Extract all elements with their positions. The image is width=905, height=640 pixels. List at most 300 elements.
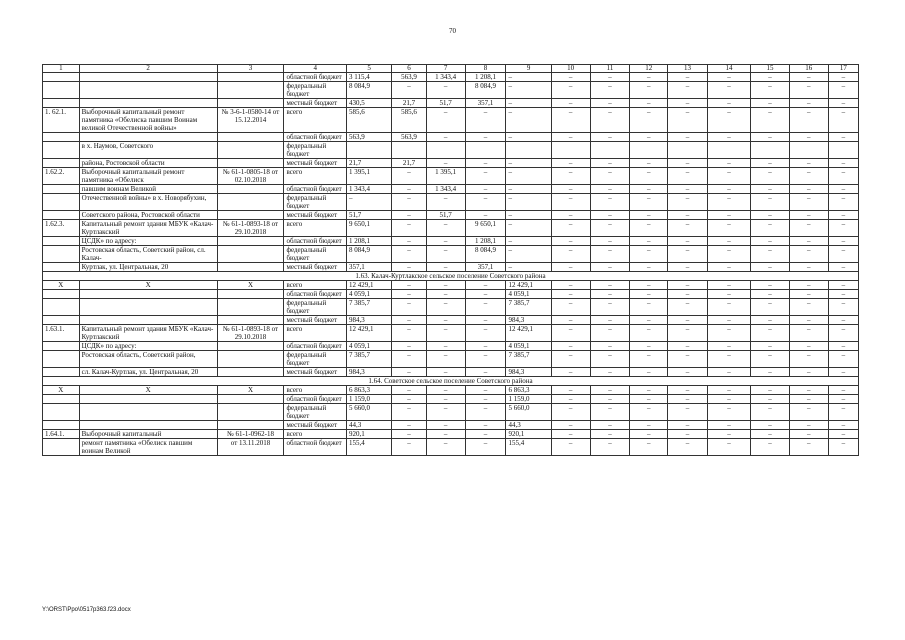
cell-c3: № 61-1-0962-18 [217, 430, 284, 439]
cell-c1 [43, 194, 80, 211]
table-row [43, 246, 859, 263]
table-row [43, 108, 859, 133]
cell-col-17: – [828, 395, 858, 404]
cell-c8: – [465, 168, 506, 185]
cell-col-16: – [789, 281, 828, 290]
cell-c3 [217, 194, 284, 211]
cell-c6: – [392, 351, 426, 368]
cell-c9: – [506, 211, 551, 220]
cell-c9: – [506, 168, 551, 185]
cell-c2 [79, 404, 217, 421]
cell-col-10: – [551, 159, 590, 168]
cell-c8: – [465, 316, 506, 325]
file-path-footer: Y:\ORST\Ppo\0517p363.f23.docx [42, 607, 131, 613]
cell-c5: 7 385,7 [346, 299, 391, 316]
cell-col-16: – [789, 386, 828, 395]
cell-col-11: – [590, 108, 630, 133]
cell-col-12: – [630, 421, 668, 430]
cell-col-16: – [789, 133, 828, 142]
cell-c8: – [465, 281, 506, 290]
cell-col-16: – [789, 237, 828, 246]
cell-col-12: – [630, 430, 668, 439]
cell-col-13: – [668, 263, 708, 272]
cell-col-10: – [551, 439, 590, 456]
cell-col-14: – [707, 368, 750, 377]
cell-col-13: – [668, 185, 708, 194]
cell-c7: – [426, 404, 465, 421]
cell-col-11: – [590, 263, 630, 272]
cell-c8: – [465, 299, 506, 316]
cell-col-13: – [668, 237, 708, 246]
cell-c1 [43, 299, 80, 316]
cell-col-16: – [789, 430, 828, 439]
cell-col-12: – [630, 263, 668, 272]
cell-col-12: – [630, 194, 668, 211]
table-row [43, 316, 859, 325]
table-row [43, 99, 859, 108]
cell-col-17: – [828, 185, 858, 194]
cell-col-11: – [590, 299, 630, 316]
cell-col-16: – [789, 439, 828, 456]
cell-c7: – [426, 237, 465, 246]
cell-col-15: – [751, 404, 790, 421]
cell-c6: – [392, 316, 426, 325]
cell-col-16: – [789, 316, 828, 325]
cell-col-13: – [668, 368, 708, 377]
table-row [43, 290, 859, 299]
cell-col-14: – [707, 316, 750, 325]
cell-col-17: – [828, 368, 858, 377]
header-cell: 9 [506, 65, 551, 73]
cell-col-15: – [751, 386, 790, 395]
cell-c9: 12 429,1 [506, 325, 551, 342]
cell-col-16: – [789, 342, 828, 351]
cell-c7: – [426, 290, 465, 299]
cell-c1 [43, 185, 80, 194]
cell-c9: 44,3 [506, 421, 551, 430]
cell-col-17: – [828, 342, 858, 351]
cell-c1 [43, 142, 80, 159]
cell-c6: – [392, 439, 426, 456]
cell-c5: 155,4 [346, 439, 391, 456]
cell-col-17: – [828, 220, 858, 237]
cell-col-13: – [668, 395, 708, 404]
cell-col-10: – [551, 263, 590, 272]
cell-c2 [79, 290, 217, 299]
cell-c9: – [506, 133, 551, 142]
cell-c7: – [426, 439, 465, 456]
cell-c5: 1 208,1 [346, 237, 391, 246]
cell-c3 [217, 299, 284, 316]
cell-c9: – [506, 246, 551, 263]
cell-col-15: – [751, 368, 790, 377]
cell-col-11: – [590, 211, 630, 220]
cell-c9: – [506, 99, 551, 108]
cell-col-10: – [551, 404, 590, 421]
cell-c2 [79, 421, 217, 430]
cell-col-14: – [707, 246, 750, 263]
cell-col-13: – [668, 99, 708, 108]
cell-c7: – [426, 395, 465, 404]
header-cell: 14 [707, 65, 750, 73]
table-row [43, 386, 859, 395]
table-row [43, 281, 859, 290]
cell-c3 [217, 159, 284, 168]
header-cell: 4 [284, 65, 347, 73]
cell-col-10: – [551, 421, 590, 430]
cell-col-12: – [630, 185, 668, 194]
cell-col-10 [551, 142, 590, 159]
cell-c8: – [465, 368, 506, 377]
cell-c7: – [426, 108, 465, 133]
cell-c2: ЦСДК» по адресу: [79, 237, 217, 246]
cell-col-10: – [551, 108, 590, 133]
cell-col-10: – [551, 237, 590, 246]
cell-col-10: – [551, 99, 590, 108]
cell-c2 [79, 395, 217, 404]
cell-col-14: – [707, 133, 750, 142]
cell-c1: Х [43, 386, 80, 395]
cell-c4: местный бюджет [284, 159, 347, 168]
cell-col-10: – [551, 299, 590, 316]
header-cell: 11 [590, 65, 630, 73]
cell-c2 [79, 299, 217, 316]
cell-col-14: – [707, 290, 750, 299]
cell-col-15: – [751, 108, 790, 133]
cell-col-17: – [828, 168, 858, 185]
cell-c7: – [426, 263, 465, 272]
cell-c3 [217, 263, 284, 272]
cell-col-15: – [751, 159, 790, 168]
cell-col-14: – [707, 73, 750, 82]
header-cell: 12 [630, 65, 668, 73]
cell-col-12: – [630, 108, 668, 133]
cell-c7: 1 395,1 [426, 168, 465, 185]
header-cell: 6 [392, 65, 426, 73]
cell-col-14: – [707, 263, 750, 272]
cell-c3 [217, 246, 284, 263]
cell-c1 [43, 246, 80, 263]
cell-col-11: – [590, 430, 630, 439]
cell-c3 [217, 237, 284, 246]
cell-c4: всего [284, 325, 347, 342]
cell-col-12: – [630, 351, 668, 368]
cell-col-15: – [751, 237, 790, 246]
cell-c3: от 13.11.2018 [217, 439, 284, 456]
cell-c4: федеральный бюджет [284, 194, 347, 211]
cell-c1 [43, 421, 80, 430]
cell-c3: Х [217, 281, 284, 290]
header-cell: 1 [43, 65, 80, 73]
cell-col-15: – [751, 168, 790, 185]
cell-col-13: – [668, 290, 708, 299]
table-row [43, 404, 859, 421]
cell-c5: 7 385,7 [346, 351, 391, 368]
cell-col-16: – [789, 82, 828, 99]
cell-c8: – [465, 421, 506, 430]
cell-c6: – [392, 368, 426, 377]
cell-c8: – [465, 404, 506, 421]
cell-col-15: – [751, 82, 790, 99]
cell-col-14: – [707, 351, 750, 368]
cell-col-15: – [751, 316, 790, 325]
cell-c1 [43, 73, 80, 82]
table-row [43, 211, 859, 220]
cell-c2: Выборочный капитальный ремонт памятника «Обелиск [79, 168, 217, 185]
cell-c5: 563,9 [346, 133, 391, 142]
cell-col-15: – [751, 194, 790, 211]
cell-col-10: – [551, 246, 590, 263]
cell-col-17: – [828, 386, 858, 395]
cell-c6: – [392, 342, 426, 351]
header-cell: 10 [551, 65, 590, 73]
table-row [43, 237, 859, 246]
cell-c4: всего [284, 430, 347, 439]
cell-col-17: – [828, 82, 858, 99]
cell-col-15: – [751, 299, 790, 316]
cell-col-10: – [551, 168, 590, 185]
cell-c7: – [426, 368, 465, 377]
cell-c4: местный бюджет [284, 316, 347, 325]
cell-col-12: – [630, 133, 668, 142]
cell-c5: 585,6 [346, 108, 391, 133]
cell-col-15: – [751, 351, 790, 368]
cell-c4: федеральный бюджет [284, 82, 347, 99]
cell-col-16: – [789, 404, 828, 421]
cell-col-12: – [630, 325, 668, 342]
cell-c8: 8 084,9 [465, 246, 506, 263]
cell-c7: – [426, 351, 465, 368]
cell-col-12: – [630, 290, 668, 299]
cell-col-15: – [751, 133, 790, 142]
cell-c6: – [392, 421, 426, 430]
cell-col-12: – [630, 439, 668, 456]
cell-c7: – [426, 82, 465, 99]
cell-col-13: – [668, 430, 708, 439]
cell-c1 [43, 263, 80, 272]
cell-c4: областной бюджет [284, 73, 347, 82]
cell-c9: 1 159,0 [506, 395, 551, 404]
cell-c2: ремонт памятника «Обелиск павшим воинам Великой [79, 439, 217, 456]
cell-col-15: – [751, 211, 790, 220]
cell-col-13: – [668, 351, 708, 368]
cell-col-14: – [707, 439, 750, 456]
cell-col-13: – [668, 246, 708, 263]
cell-c7: – [426, 386, 465, 395]
cell-col-15: – [751, 263, 790, 272]
cell-c1 [43, 316, 80, 325]
cell-c7: – [426, 246, 465, 263]
cell-col-16: – [789, 159, 828, 168]
cell-col-15: – [751, 421, 790, 430]
cell-col-12: – [630, 82, 668, 99]
cell-c6: – [392, 237, 426, 246]
cell-c4: федеральный бюджет [284, 351, 347, 368]
cell-col-14: – [707, 194, 750, 211]
cell-c6: – [392, 299, 426, 316]
cell-c3: № 61-1-0805-18 от 02.10.2018 [217, 168, 284, 185]
cell-c8: – [465, 439, 506, 456]
cell-col-13: – [668, 439, 708, 456]
cell-col-17: – [828, 430, 858, 439]
cell-col-12: – [630, 395, 668, 404]
table-row [43, 133, 859, 142]
cell-col-16: – [789, 108, 828, 133]
cell-c6: 563,9 [392, 73, 426, 82]
cell-c2 [79, 82, 217, 99]
cell-c6: – [392, 211, 426, 220]
cell-c1 [43, 342, 80, 351]
cell-c9: 4 059,1 [506, 342, 551, 351]
cell-c8: – [465, 342, 506, 351]
cell-c9: 984,3 [506, 316, 551, 325]
cell-c6: – [392, 220, 426, 237]
cell-c1 [43, 82, 80, 99]
cell-c8: – [465, 430, 506, 439]
cell-c3 [217, 142, 284, 159]
cell-c1 [43, 290, 80, 299]
cell-c2: Капитальный ремонт здания МБУК «Калач-Куртлакский [79, 325, 217, 342]
cell-col-16: – [789, 351, 828, 368]
cell-col-13: – [668, 108, 708, 133]
cell-c4: всего [284, 220, 347, 237]
cell-c2: Куртлак, ул. Центральная, 20 [79, 263, 217, 272]
cell-c9: 5 660,0 [506, 404, 551, 421]
cell-c9: – [506, 159, 551, 168]
cell-col-10: – [551, 316, 590, 325]
cell-c9: – [506, 237, 551, 246]
budget-table [42, 64, 859, 456]
cell-c1: Х [43, 281, 80, 290]
cell-col-17: – [828, 194, 858, 211]
cell-c8: – [465, 211, 506, 220]
cell-col-15: – [751, 246, 790, 263]
cell-col-16: – [789, 290, 828, 299]
cell-c3: Х [217, 386, 284, 395]
cell-col-11: – [590, 237, 630, 246]
cell-col-13: – [668, 168, 708, 185]
cell-c5: 44,3 [346, 421, 391, 430]
cell-c3: № 3-6-1-0580-14 от 15.12.2014 [217, 108, 284, 133]
cell-col-11: – [590, 404, 630, 421]
cell-c7: – [426, 281, 465, 290]
cell-c9: 155,4 [506, 439, 551, 456]
cell-c5: 984,3 [346, 316, 391, 325]
cell-c6: – [392, 263, 426, 272]
cell-col-12: – [630, 316, 668, 325]
cell-c2: Выборочный капитальный ремонт памятника «Обелиска павшим Воинам великой Отечественной войны» [79, 108, 217, 133]
cell-c5: 8 084,9 [346, 246, 391, 263]
cell-c7: – [426, 194, 465, 211]
cell-c5: 12 429,1 [346, 281, 391, 290]
table-row [43, 430, 859, 439]
cell-col-15: – [751, 281, 790, 290]
cell-col-14: – [707, 325, 750, 342]
header-cell: 13 [668, 65, 708, 73]
cell-c1 [43, 351, 80, 368]
cell-col-17: – [828, 211, 858, 220]
cell-c7: – [426, 159, 465, 168]
cell-c2: Х [79, 281, 217, 290]
cell-col-17: – [828, 439, 858, 456]
cell-col-11: – [590, 421, 630, 430]
cell-c5: 1 395,1 [346, 168, 391, 185]
table-row [43, 299, 859, 316]
cell-col-16: – [789, 194, 828, 211]
cell-col-13: – [668, 220, 708, 237]
table-row [43, 439, 859, 456]
cell-c9: 7 385,7 [506, 351, 551, 368]
section-row [43, 377, 859, 386]
cell-c1 [43, 404, 80, 421]
cell-c3 [217, 73, 284, 82]
cell-c2: Капитальный ремонт здания МБУК «Калач-Куртлакский [79, 220, 217, 237]
cell-c6: – [392, 386, 426, 395]
cell-col-11: – [590, 439, 630, 456]
cell-col-15: – [751, 325, 790, 342]
cell-c7: – [426, 299, 465, 316]
cell-col-13: – [668, 299, 708, 316]
cell-c4: всего [284, 108, 347, 133]
cell-c7: – [426, 220, 465, 237]
cell-c4: областной бюджет [284, 342, 347, 351]
cell-c2: сл. Калач-Куртлак, ул. Центральная, 20 [79, 368, 217, 377]
cell-col-12: – [630, 211, 668, 220]
cell-col-10: – [551, 82, 590, 99]
cell-c6 [392, 142, 426, 159]
cell-col-14: – [707, 342, 750, 351]
cell-c5: 3 115,4 [346, 73, 391, 82]
table-body [43, 73, 859, 456]
cell-c9 [506, 142, 551, 159]
cell-c6: – [392, 168, 426, 185]
header-cell: 5 [346, 65, 391, 73]
cell-col-10: – [551, 395, 590, 404]
header-cell: 3 [217, 65, 284, 73]
cell-col-15: – [751, 73, 790, 82]
cell-c5: 984,3 [346, 368, 391, 377]
cell-c8: 1 208,1 [465, 73, 506, 82]
cell-col-15: – [751, 290, 790, 299]
cell-c2: Отечественной войны» в х. Новорябухин, [79, 194, 217, 211]
cell-col-14: – [707, 237, 750, 246]
cell-col-12: – [630, 237, 668, 246]
table-row [43, 168, 859, 185]
section-title: 1.64. Советское сельское поселение Советского района [43, 377, 859, 386]
cell-col-10: – [551, 368, 590, 377]
cell-col-13 [668, 142, 708, 159]
cell-c6: – [392, 290, 426, 299]
cell-col-12: – [630, 159, 668, 168]
cell-c8: – [465, 386, 506, 395]
cell-col-14: – [707, 395, 750, 404]
cell-c2: Ростовская область, Советский район, сл. Калач- [79, 246, 217, 263]
cell-col-15: – [751, 342, 790, 351]
cell-col-16: – [789, 246, 828, 263]
cell-c9: – [506, 185, 551, 194]
table-row [43, 263, 859, 272]
cell-c5: 9 650,1 [346, 220, 391, 237]
cell-col-14: – [707, 386, 750, 395]
table-row [43, 368, 859, 377]
cell-col-11: – [590, 99, 630, 108]
cell-c3 [217, 368, 284, 377]
cell-col-14: – [707, 168, 750, 185]
cell-col-15: – [751, 430, 790, 439]
cell-col-16: – [789, 220, 828, 237]
cell-col-16: – [789, 395, 828, 404]
cell-c8: – [465, 133, 506, 142]
